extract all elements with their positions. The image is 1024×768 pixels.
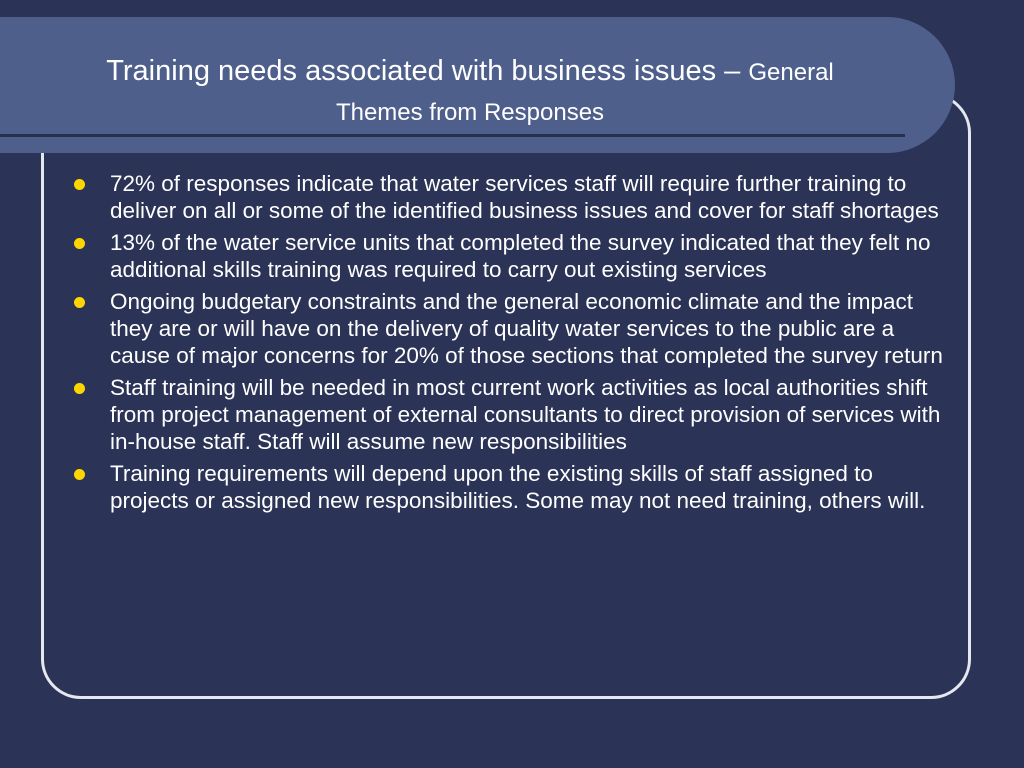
bullet-text: Ongoing budgetary constraints and the general economic climate and the impact they are or will have on the delivery of quality water services to the public are a cause of major concerns for 20% of those sections that completed the survey return (110, 289, 943, 368)
bullet-text: Training requirements will depend upon the existing skills of staff assigned to projects or assigned new responsibilities. Some may not need training, others will. (110, 461, 926, 513)
bullet-text: 72% of responses indicate that water services staff will require further training to deliver on all or some of the identified business issues and cover for staff shortages (110, 171, 939, 223)
title-main: Training needs associated with business issues – (106, 55, 749, 87)
bullet-item (68, 229, 953, 283)
bullet-text: Staff training will be needed in most current work activities as local authorities shift from project management of external consultants to direct provision of services with in-house staff. Staff will assume new responsibilities (110, 375, 941, 454)
bullet-item (68, 288, 953, 369)
bullet-item (68, 374, 953, 455)
bullet-dot-icon (74, 297, 85, 308)
bullet-item (68, 460, 953, 514)
slide-title (20, 52, 920, 132)
bullet-list (68, 170, 953, 519)
bullet-dot-icon (74, 383, 85, 394)
title-divider (0, 134, 905, 137)
bullet-dot-icon (74, 179, 85, 190)
bullet-dot-icon (74, 238, 85, 249)
title-sub-themes: Themes from Responses (335, 99, 605, 126)
bullet-text: 13% of the water service units that completed the survey indicated that they felt no additional skills training was required to carry out existing services (110, 230, 931, 282)
bullet-dot-icon (74, 469, 85, 480)
bullet-item (68, 170, 953, 224)
title-sub-general: General (748, 59, 834, 86)
